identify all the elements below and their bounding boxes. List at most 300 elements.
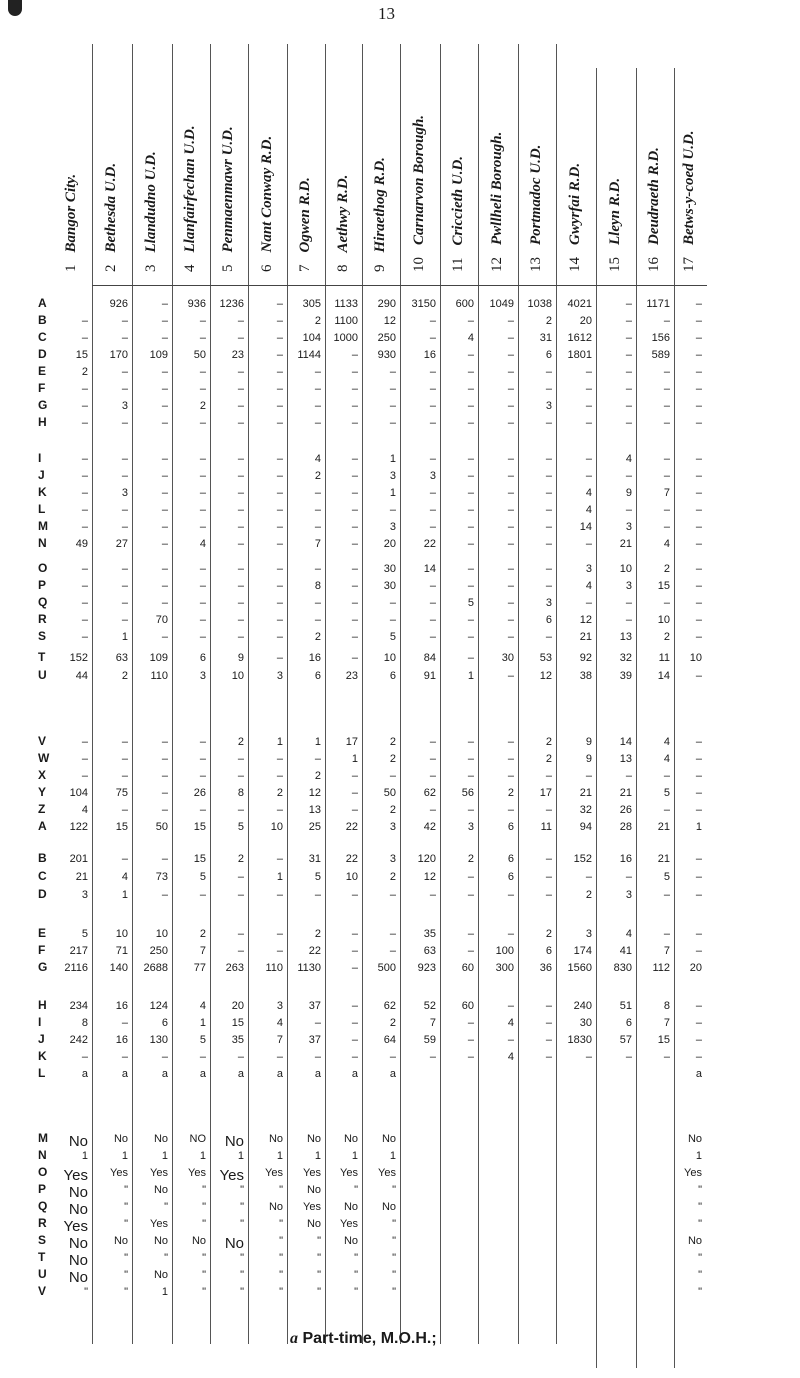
table-cell: 36 — [539, 962, 552, 974]
table-cell: 50 — [383, 787, 396, 799]
table-cell: – — [351, 928, 358, 940]
table-cell: – — [237, 521, 244, 533]
table-cell: – — [81, 470, 88, 482]
table-cell: – — [389, 928, 396, 940]
table-cell: – — [161, 332, 168, 344]
table-cell: 10 — [657, 614, 670, 626]
table-cell: – — [663, 417, 670, 429]
table-cell: – — [507, 614, 514, 626]
table-cell: 3 — [276, 670, 283, 682]
table-cell: – — [276, 614, 283, 626]
table-cell: – — [695, 597, 702, 609]
table-cell: – — [276, 332, 283, 344]
table-cell: 21 — [75, 871, 88, 883]
table-cell: 12 — [423, 871, 436, 883]
column-header-label — [372, 157, 389, 272]
table-cell: 201 — [69, 853, 88, 865]
table-cell: 13 — [619, 753, 632, 765]
table-cell: – — [585, 366, 592, 378]
table-cell: 64 — [383, 1034, 396, 1046]
table-cell: – — [199, 804, 206, 816]
row-label: N — [38, 1148, 47, 1162]
table-cell: – — [351, 453, 358, 465]
row-label: F — [38, 943, 46, 957]
table-cell: – — [467, 945, 474, 957]
table-cell: – — [625, 366, 632, 378]
table-cell: 31 — [308, 853, 321, 865]
table-cell: 5 — [389, 631, 396, 643]
table-cell: – — [545, 1000, 552, 1012]
column-header-label — [567, 163, 584, 272]
table-cell: – — [695, 504, 702, 516]
table-cell: 1000 — [333, 332, 358, 344]
table-cell: – — [199, 453, 206, 465]
column-rule — [400, 44, 401, 1344]
column-header-label — [411, 115, 428, 272]
table-cell: 60 — [461, 1000, 474, 1012]
table-cell: – — [663, 453, 670, 465]
table-cell: – — [663, 597, 670, 609]
table-cell: 20 — [231, 1000, 244, 1012]
table-cell: – — [429, 400, 436, 412]
table-cell: – — [121, 453, 128, 465]
table-cell: No — [68, 1133, 88, 1150]
table-cell: – — [351, 652, 358, 664]
table-cell: – — [389, 614, 396, 626]
table-cell: – — [389, 889, 396, 901]
table-cell: 15 — [115, 821, 128, 833]
table-cell: " — [124, 1201, 128, 1213]
table-cell: – — [507, 563, 514, 575]
table-cell: 4 — [585, 580, 592, 592]
column-number: 2 — [103, 264, 119, 272]
column-header-label — [220, 126, 237, 272]
table-cell: 5 — [467, 597, 474, 609]
table-cell: 41 — [619, 945, 632, 957]
table-cell: – — [121, 804, 128, 816]
table-cell: Yes — [378, 1167, 396, 1179]
table-cell: 52 — [423, 1000, 436, 1012]
table-cell: No — [153, 1269, 168, 1281]
row-label: M — [38, 519, 48, 533]
column-header — [440, 68, 478, 278]
table-cell: 20 — [579, 315, 592, 327]
table-cell: Yes — [219, 1167, 244, 1184]
table-cell: – — [429, 1051, 436, 1063]
table-cell: 926 — [109, 298, 128, 310]
table-cell: – — [199, 332, 206, 344]
table-cell: Yes — [340, 1218, 358, 1230]
table-cell: – — [695, 928, 702, 940]
table-cell: – — [389, 770, 396, 782]
column-header-label — [450, 156, 467, 272]
table-cell: 15 — [657, 1034, 670, 1046]
column-number: 13 — [528, 257, 544, 272]
table-cell: 8 — [314, 580, 321, 592]
table-cell: 62 — [423, 787, 436, 799]
table-cell: 6 — [314, 670, 321, 682]
table-cell: 30 — [383, 563, 396, 575]
table-cell: 4 — [199, 538, 206, 550]
row-label: D — [38, 887, 47, 901]
table-cell: 152 — [69, 652, 88, 664]
table-cell: – — [199, 521, 206, 533]
table-cell: – — [429, 315, 436, 327]
row-label: F — [38, 381, 46, 395]
table-cell: – — [507, 349, 514, 361]
table-cell: 6 — [199, 652, 206, 664]
table-cell: – — [237, 614, 244, 626]
table-cell: 4 — [467, 332, 474, 344]
table-cell: a — [389, 1068, 396, 1080]
table-cell: No — [153, 1235, 168, 1247]
table-cell: 5 — [663, 871, 670, 883]
row-label: I — [38, 451, 42, 465]
table-cell: – — [351, 383, 358, 395]
table-cell: – — [545, 538, 552, 550]
table-cell: 2 — [545, 315, 552, 327]
table-cell: – — [81, 770, 88, 782]
table-cell: – — [237, 597, 244, 609]
table-cell: 2 — [585, 889, 592, 901]
table-cell: – — [199, 417, 206, 429]
table-cell: 3 — [389, 821, 396, 833]
table-cell: – — [695, 670, 702, 682]
column-header-label — [681, 130, 698, 272]
table-cell: 4021 — [567, 298, 592, 310]
row-label: T — [38, 650, 46, 664]
column-header — [52, 68, 92, 278]
table-cell: a — [121, 1068, 128, 1080]
column-header-label — [335, 175, 352, 272]
table-cell: Yes — [303, 1167, 321, 1179]
table-cell: " — [202, 1286, 206, 1298]
table-cell: 6 — [161, 1017, 168, 1029]
table-cell: – — [507, 366, 514, 378]
table-cell: – — [467, 871, 474, 883]
table-cell: – — [695, 853, 702, 865]
table-cell: – — [237, 580, 244, 592]
row-label: N — [38, 536, 47, 550]
column-rule — [556, 44, 557, 1344]
table-cell: – — [507, 521, 514, 533]
table-cell: No — [687, 1235, 702, 1247]
column-name: Lleyn R.D. — [607, 177, 623, 245]
table-cell: 1038 — [527, 298, 552, 310]
table-cell: – — [276, 853, 283, 865]
table-cell: – — [121, 1051, 128, 1063]
table-cell: 9 — [585, 736, 592, 748]
row-label: Q — [38, 595, 48, 609]
table-cell: – — [161, 400, 168, 412]
table-cell: 3 — [585, 563, 592, 575]
table-cell: – — [389, 945, 396, 957]
table-cell: 240 — [573, 1000, 592, 1012]
table-cell: 14 — [657, 670, 670, 682]
ink-blot — [8, 0, 22, 16]
table-cell: – — [237, 383, 244, 395]
table-cell: – — [161, 487, 168, 499]
table-cell: – — [161, 453, 168, 465]
table-cell: – — [314, 487, 321, 499]
table-cell: – — [625, 614, 632, 626]
row-label: J — [38, 468, 45, 482]
table-cell: " — [202, 1252, 206, 1264]
table-cell: 4 — [663, 736, 670, 748]
table-cell: " — [392, 1235, 396, 1247]
table-cell: 20 — [383, 538, 396, 550]
table-cell: 31 — [539, 332, 552, 344]
table-cell: – — [237, 889, 244, 901]
table-cell: – — [276, 563, 283, 575]
table-cell: 28 — [619, 821, 632, 833]
table-cell: 8 — [81, 1017, 88, 1029]
table-cell: – — [625, 470, 632, 482]
table-cell: 7 — [199, 945, 206, 957]
column-header-label — [259, 136, 276, 272]
table-cell: – — [276, 804, 283, 816]
table-cell: 2 — [237, 736, 244, 748]
table-cell: No — [343, 1133, 358, 1145]
table-cell: 2 — [237, 853, 244, 865]
table-cell: – — [161, 366, 168, 378]
table-cell: " — [279, 1269, 283, 1281]
table-cell: 14 — [579, 521, 592, 533]
table-cell: – — [507, 597, 514, 609]
table-cell: – — [314, 504, 321, 516]
table-cell: – — [507, 315, 514, 327]
table-cell: – — [199, 366, 206, 378]
table-cell: – — [81, 521, 88, 533]
column-header-label — [103, 163, 120, 272]
table-cell: – — [695, 614, 702, 626]
table-cell: 2 — [545, 736, 552, 748]
table-cell: 22 — [345, 853, 358, 865]
table-cell: 8 — [237, 787, 244, 799]
table-cell: – — [199, 631, 206, 643]
column-name: Hiraethog R.D. — [372, 157, 388, 253]
table-cell: – — [276, 753, 283, 765]
table-cell: 3 — [81, 889, 88, 901]
table-cell: – — [507, 736, 514, 748]
table-cell: – — [314, 889, 321, 901]
table-cell: – — [81, 504, 88, 516]
table-cell: 2 — [389, 1017, 396, 1029]
table-cell: 12 — [539, 670, 552, 682]
table-cell: 4 — [663, 753, 670, 765]
table-cell: 2 — [389, 736, 396, 748]
table-cell: 1 — [467, 670, 474, 682]
table-cell: 1560 — [567, 962, 592, 974]
column-header-label — [646, 147, 663, 272]
table-cell: 5 — [199, 871, 206, 883]
table-cell: 122 — [69, 821, 88, 833]
table-cell: – — [237, 487, 244, 499]
table-cell: – — [161, 383, 168, 395]
table-cell: 1801 — [567, 349, 592, 361]
table-cell: – — [276, 504, 283, 516]
table-cell: 16 — [619, 853, 632, 865]
row-label: S — [38, 1233, 47, 1247]
table-cell: 600 — [455, 298, 474, 310]
table-cell: 71 — [115, 945, 128, 957]
table-cell: – — [507, 770, 514, 782]
table-cell: 100 — [495, 945, 514, 957]
column-header-label — [63, 174, 80, 272]
table-cell: 1 — [81, 1150, 88, 1162]
table-cell: 35 — [423, 928, 436, 940]
table-cell: – — [161, 597, 168, 609]
table-cell: – — [507, 631, 514, 643]
column-rule — [362, 44, 363, 1344]
column-rule — [478, 44, 479, 1344]
table-cell: – — [695, 945, 702, 957]
table-cell: – — [467, 770, 474, 782]
table-cell: – — [585, 383, 592, 395]
row-label: I — [38, 1015, 42, 1029]
table-cell: – — [276, 652, 283, 664]
table-cell: 1612 — [567, 332, 592, 344]
table-cell: 10 — [115, 928, 128, 940]
table-cell: 38 — [579, 670, 592, 682]
table-cell: – — [276, 631, 283, 643]
table-cell: – — [695, 736, 702, 748]
table-cell: – — [663, 383, 670, 395]
table-cell: 1 — [314, 736, 321, 748]
row-label: S — [38, 629, 47, 643]
table-cell: 5 — [199, 1034, 206, 1046]
header-rule — [92, 285, 707, 286]
table-cell: 6 — [507, 853, 514, 865]
table-cell: 32 — [619, 652, 632, 664]
table-cell: – — [161, 1051, 168, 1063]
table-cell: – — [161, 521, 168, 533]
table-cell: 3 — [467, 821, 474, 833]
table-cell: – — [121, 521, 128, 533]
table-cell: 50 — [193, 349, 206, 361]
table-cell: " — [124, 1218, 128, 1230]
table-cell: – — [121, 470, 128, 482]
table-cell: " — [279, 1252, 283, 1264]
table-cell: – — [467, 366, 474, 378]
row-label: X — [38, 768, 47, 782]
table-cell: " — [392, 1269, 396, 1281]
table-cell: 104 — [69, 787, 88, 799]
table-cell: 15 — [193, 821, 206, 833]
table-cell: 21 — [657, 821, 670, 833]
table-cell: 1171 — [646, 298, 670, 310]
table-cell: 37 — [308, 1034, 321, 1046]
row-label: W — [38, 751, 50, 765]
table-cell: " — [698, 1184, 702, 1196]
column-number: 11 — [450, 257, 466, 272]
column-header — [172, 68, 210, 278]
table-cell: – — [467, 400, 474, 412]
table-cell: – — [625, 504, 632, 516]
column-header — [210, 68, 248, 278]
footnote — [290, 1330, 437, 1348]
table-cell: – — [507, 504, 514, 516]
table-cell: – — [121, 366, 128, 378]
column-name: Criccieth U.D. — [450, 155, 466, 246]
column-header-label — [182, 125, 199, 272]
table-cell: – — [545, 383, 552, 395]
table-cell: – — [429, 417, 436, 429]
table-cell: – — [585, 871, 592, 883]
column-header — [400, 68, 440, 278]
table-cell: – — [507, 1000, 514, 1012]
table-cell: 500 — [377, 962, 396, 974]
table-cell: – — [695, 580, 702, 592]
table-cell: 21 — [579, 787, 592, 799]
table-cell: – — [161, 580, 168, 592]
table-cell: No — [224, 1235, 244, 1252]
table-cell: " — [124, 1184, 128, 1196]
table-cell: – — [545, 563, 552, 575]
table-cell: – — [545, 417, 552, 429]
table-cell: 13 — [619, 631, 632, 643]
table-cell: – — [429, 521, 436, 533]
table-cell: – — [161, 787, 168, 799]
table-cell: 140 — [109, 962, 128, 974]
table-cell: 3 — [121, 400, 128, 412]
table-cell: – — [545, 631, 552, 643]
table-cell: – — [695, 871, 702, 883]
table-cell: 1 — [161, 1286, 168, 1298]
table-cell: – — [467, 1017, 474, 1029]
table-cell: 2116 — [64, 962, 88, 974]
table-cell: – — [507, 889, 514, 901]
table-cell: No — [224, 1133, 244, 1150]
table-cell: 4 — [585, 504, 592, 516]
table-cell: – — [161, 753, 168, 765]
table-cell: Yes — [110, 1167, 128, 1179]
table-cell: – — [389, 597, 396, 609]
table-cell: – — [467, 538, 474, 550]
table-cell: – — [161, 470, 168, 482]
table-cell: No — [191, 1235, 206, 1247]
row-label: B — [38, 851, 47, 865]
table-cell: – — [429, 736, 436, 748]
table-cell: 63 — [115, 652, 128, 664]
table-cell: 3150 — [411, 298, 436, 310]
table-cell: – — [351, 1051, 358, 1063]
table-cell: – — [81, 631, 88, 643]
table-cell: 1 — [199, 1150, 206, 1162]
table-cell: – — [81, 1051, 88, 1063]
table-cell: – — [161, 889, 168, 901]
table-cell: – — [81, 400, 88, 412]
table-cell: – — [81, 597, 88, 609]
table-cell: – — [161, 853, 168, 865]
table-cell: – — [429, 453, 436, 465]
table-cell: 263 — [225, 962, 244, 974]
table-cell: – — [276, 580, 283, 592]
table-cell: 1133 — [334, 298, 358, 310]
table-cell: – — [351, 945, 358, 957]
table-cell: 11 — [658, 652, 670, 664]
table-cell: 1 — [237, 1150, 244, 1162]
table-cell: – — [467, 504, 474, 516]
table-cell: No — [381, 1133, 396, 1145]
table-cell: – — [276, 383, 283, 395]
table-cell: – — [507, 580, 514, 592]
table-cell: – — [429, 487, 436, 499]
table-cell: – — [351, 504, 358, 516]
table-cell: 63 — [423, 945, 436, 957]
table-cell: 3 — [545, 400, 552, 412]
column-number: 5 — [220, 264, 236, 272]
